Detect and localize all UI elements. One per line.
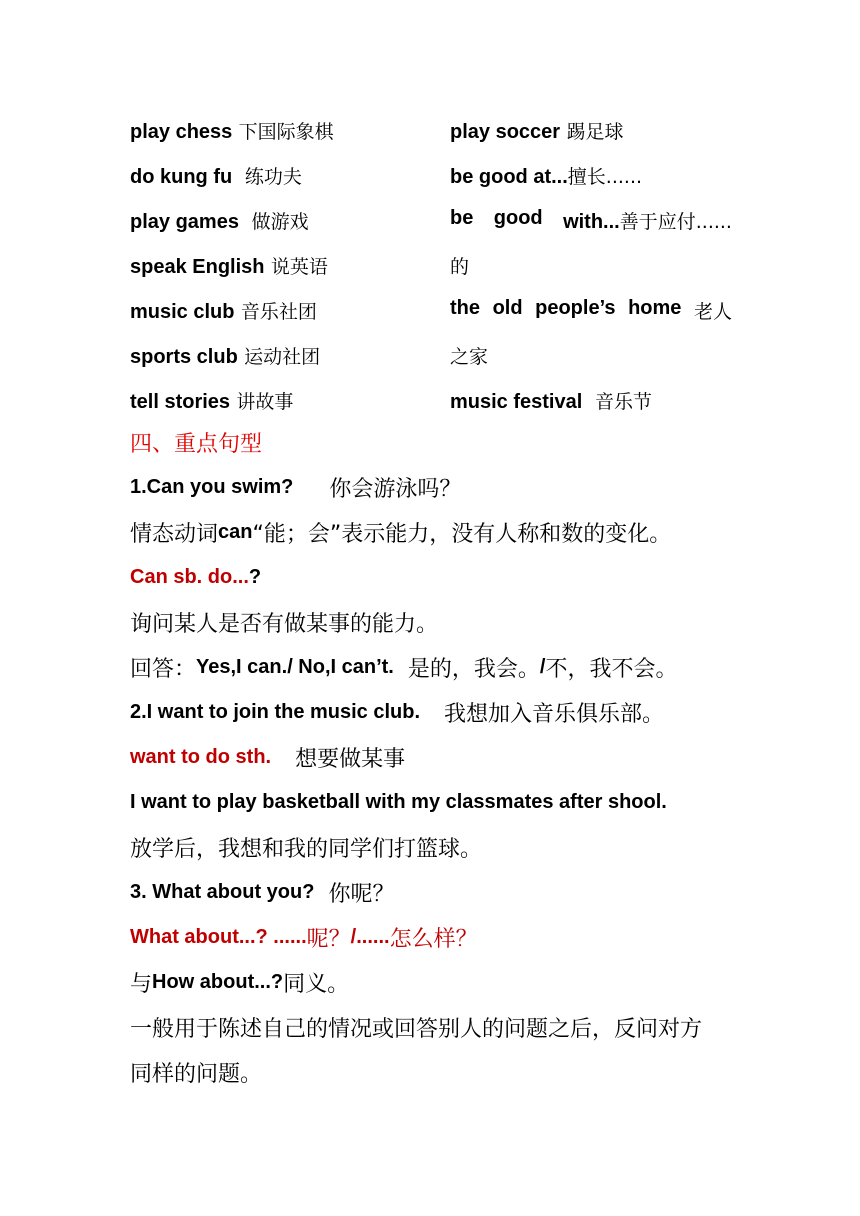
note-keyword: can [218, 521, 253, 543]
vocab-zh: 音乐节 [595, 391, 653, 413]
synonym-text: 同义。 [283, 972, 350, 997]
answer-label: 回答： [130, 657, 197, 682]
sentence-1 [130, 465, 750, 510]
vocab-row [130, 288, 740, 333]
vocab-row [130, 333, 740, 378]
meaning-line [130, 600, 750, 645]
vocab-zh: 的 [450, 256, 470, 278]
vocab-en: be [450, 207, 474, 229]
vocab-zh: 练功夫 [244, 166, 302, 188]
sentence-3 [130, 870, 750, 915]
vocab-row [130, 198, 740, 243]
vocab-en: speak English [130, 256, 265, 278]
synonym-text: 与 [130, 972, 153, 997]
vocab-zh: 音乐社团 [240, 301, 317, 323]
section-heading: 四、重点句型 [130, 432, 263, 457]
vocab-en: sports club [130, 346, 238, 368]
sentence-zh: 你会游泳吗？ [329, 477, 462, 502]
example-zh: 放学后，我想和我的同学们打篮球。 [130, 837, 483, 862]
sentence-zh: 我想加入音乐俱乐部。 [444, 702, 665, 727]
usage-text: 同样的问题。 [130, 1062, 263, 1087]
pattern-line [130, 915, 750, 960]
vocab-row [130, 153, 740, 198]
pattern-zh: 呢？ [306, 927, 351, 952]
pattern-line [130, 735, 750, 780]
pattern-line [130, 555, 750, 600]
synonym-line [130, 960, 750, 1005]
note-text: “能；会”表示能力，没有人称和数的变化。 [252, 522, 672, 547]
grammar-note [130, 510, 750, 555]
answer-zh: 不，我不会。 [545, 657, 678, 682]
pattern-zh: 怎么样？ [389, 927, 478, 952]
usage-line [130, 1005, 750, 1050]
vocab-en: do kung fu [130, 166, 233, 188]
example-translation [130, 825, 750, 870]
pattern-text: want to do sth. [130, 746, 272, 768]
vocab-zh: 擅长...... [567, 166, 643, 188]
vocab-row [130, 243, 740, 288]
sentence-2 [130, 690, 750, 735]
note-text: 情态动词 [130, 522, 219, 547]
example-en: I want to play basketball with my classmates after shool. [130, 791, 667, 813]
usage-line [130, 1050, 750, 1095]
vocab-en: home [628, 297, 682, 319]
vocab-justified-line [450, 297, 732, 324]
pattern-mark: ? [248, 566, 262, 588]
example-line [130, 780, 750, 825]
pattern-text: Can sb. do... [130, 566, 249, 588]
vocab-en-zh [563, 207, 732, 234]
sentence-zh: 你呢？ [328, 882, 395, 907]
vocab-zh: 之家 [450, 346, 489, 368]
vocab-en: play soccer [450, 121, 561, 143]
vocab-zh: 善于应付...... [619, 211, 732, 233]
vocab-en: the [450, 297, 480, 319]
sentence-en: 1.Can you swim? [130, 476, 294, 498]
vocab-zh: 说英语 [270, 256, 328, 278]
vocab-zh: 下国际象棋 [238, 121, 334, 143]
answer-line [130, 645, 750, 690]
vocab-zh: 运动社团 [244, 346, 321, 368]
vocab-justified-line [450, 207, 732, 234]
answer-zh: 是的，我会。 [407, 657, 540, 682]
vocab-en: people’s [535, 297, 616, 319]
pattern-text: What about...? ...... [130, 926, 307, 948]
sentence-en: 3. What about you? [130, 881, 315, 903]
answer-en: Yes,I can./ No,I can’t. [196, 656, 394, 678]
vocab-en: music festival [450, 391, 583, 413]
vocab-en: with... [563, 211, 620, 233]
vocab-en: tell stories [130, 391, 231, 413]
pattern-zh: 想要做某事 [295, 747, 406, 772]
vocab-zh: 做游戏 [251, 211, 309, 233]
meaning-text: 询问某人是否有做某事的能力。 [130, 612, 439, 637]
vocab-en: music club [130, 301, 235, 323]
vocab-en: be good at... [450, 166, 568, 188]
usage-text: 一般用于陈述自己的情况或回答别人的问题之后，反问对方 [130, 1017, 703, 1042]
answer-slash: / [539, 656, 546, 678]
key-sentences-section [130, 420, 750, 1095]
vocab-en: good [493, 207, 543, 229]
vocab-row [130, 378, 740, 423]
vocab-en: play games [130, 211, 239, 233]
vocab-zh: 踢足球 [566, 121, 624, 143]
vocab-zh: 讲故事 [236, 391, 294, 413]
synonym-en: How about...? [152, 971, 284, 993]
vocab-row [130, 108, 740, 153]
vocabulary-list [130, 108, 740, 423]
sentence-en: 2.I want to join the music club. [130, 701, 421, 723]
vocab-en: old [492, 297, 523, 319]
pattern-text: /...... [350, 926, 390, 948]
vocab-en: play chess [130, 121, 233, 143]
vocab-zh: 老人 [693, 301, 732, 323]
